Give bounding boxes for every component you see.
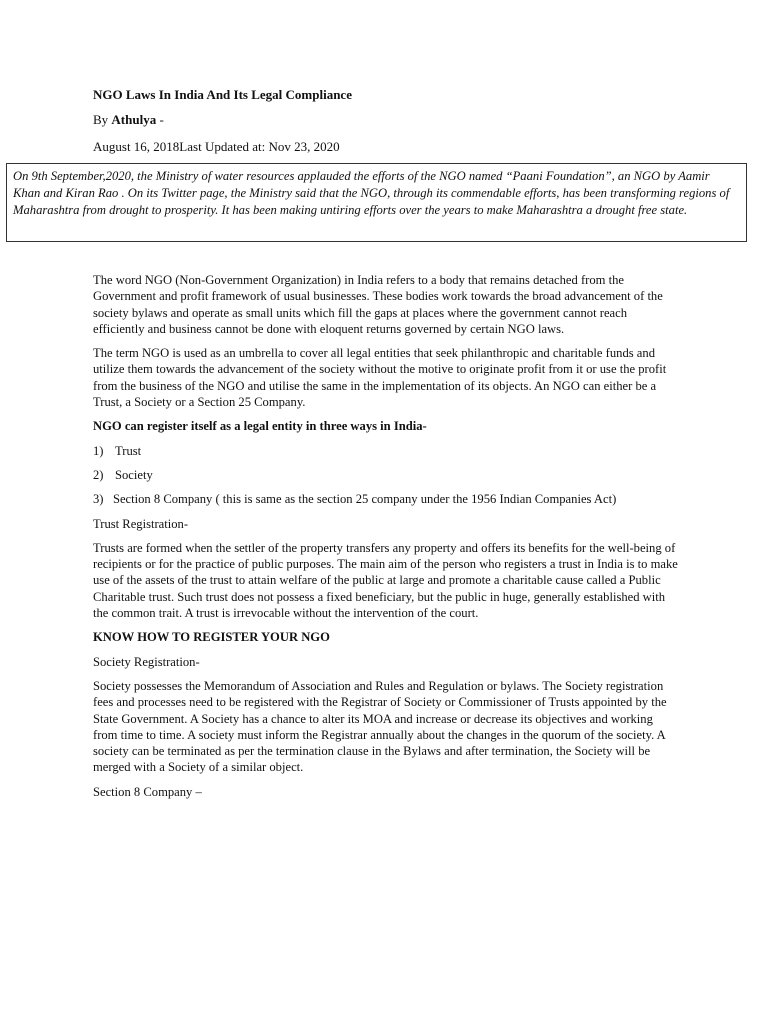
list-text: Trust — [115, 443, 142, 458]
list-text: Section 8 Company ( this is same as the section 25 company under the 1956 Indian Companies Act) — [112, 492, 617, 507]
list-text: Society — [115, 467, 153, 482]
list-number: 3) — [93, 492, 104, 507]
author-suffix: - — [156, 112, 164, 127]
paragraph-trust: Trusts are formed when the settler of the property transfers any property and offers its benefits for the well-being of recipients or for the practice of public purposes. The main aim of the person who registers a trust in India is to make use of the assets of the trust to attain welfare of the public at large and promote a charitable cause called a Public Charitable trust. Such trust does not possess a fixed beneficiary, but the public in huge, generally established with the common trait. A trust is irrevocable without the intervention of the court. — [93, 540, 678, 621]
article-title: NGO Laws In India And Its Legal Compliance — [93, 87, 352, 102]
by-label: By — [93, 112, 109, 127]
list-item — [93, 443, 678, 459]
paragraph-society: Society possesses the Memorandum of Association and Rules and Regulation or bylaws. The Society registration fees and processes need to be registered with the Registrar of Society or Commissioner of Trusts appointed by the State Government. A Society has a chance to alter its MOA and increase or decrease its objectives and working from time to time. A society must inform the Registrar annually about the changes in the quorum of the society. A society can be terminated as per the termination clause in the Bylaws and after termination, the Society will be merged with a Society of a similar object. — [93, 678, 667, 775]
author-name: Athulya — [111, 112, 157, 127]
society-registration-heading: Society Registration- — [93, 654, 200, 669]
byline — [93, 112, 164, 128]
list-item — [93, 491, 678, 507]
paragraph-ngo-definition: The word NGO (Non-Government Organization) in India refers to a body that remains detached from the Government and profit framework of usual businesses. These bodies work towards the broad advancement of the society bylaws and operate as small units which fill the gaps at places where the government cannot reach efficiently and business cannot be done with eloquent returns governed by certain NGO laws. — [93, 273, 663, 336]
trust-registration-heading: Trust Registration- — [93, 516, 189, 531]
callout-box: On 9th September,2020, the Ministry of water resources applauded the efforts of the NGO named “Paani Foundation”, an NGO by Aamir Khan and Kiran Rao . On its Twitter page, the Ministry said that the NGO, through its commendable efforts, has been transforming regions of Maharashtra from drought to prosperity. It has been making untiring efforts over the years to make Maharashtra a drought free state. — [6, 163, 747, 242]
list-number: 2) — [93, 467, 104, 482]
section8-heading: Section 8 Company – — [93, 784, 202, 799]
article-body — [93, 272, 678, 808]
register-ways-heading: NGO can register itself as a legal entity in three ways in India- — [93, 419, 427, 434]
list-number: 1) — [93, 443, 104, 458]
article-dates: August 16, 2018Last Updated at: Nov 23, 2020 — [93, 139, 340, 154]
know-how-heading: KNOW HOW TO REGISTER YOUR NGO — [93, 630, 330, 645]
paragraph-ngo-umbrella: The term NGO is used as an umbrella to cover all legal entities that seek philanthropic and charitable funds and utilize them towards the advancement of the society without the motive to originate profit from it or use the profit from the business of the NGO and utilise the same in the implementation of its objects. An NGO can either be a Trust, a Society or a Section 25 Company. — [93, 346, 667, 410]
list-item — [93, 467, 678, 483]
